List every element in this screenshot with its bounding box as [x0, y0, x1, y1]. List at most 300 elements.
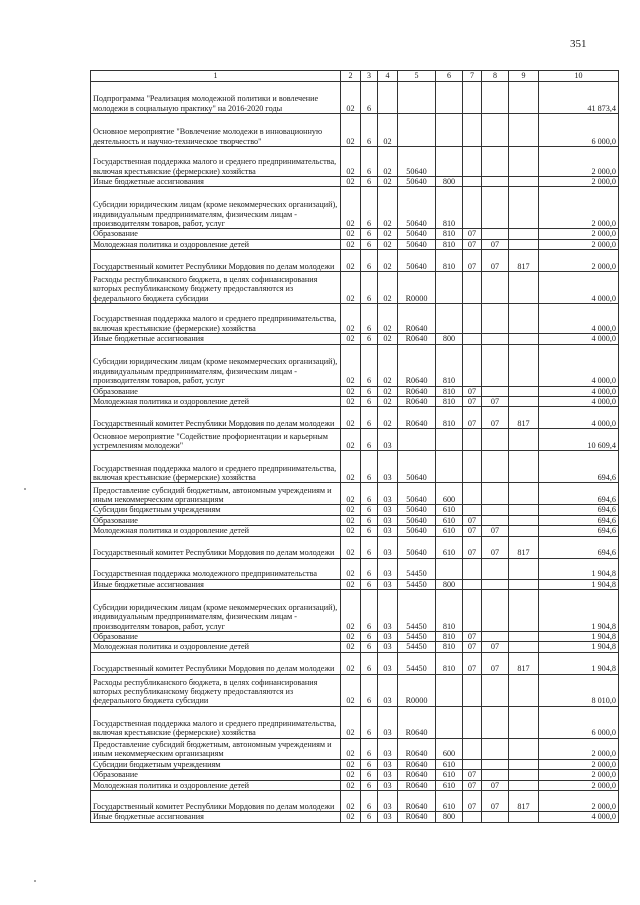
- row-name: Основное мероприятие "Содействие профориентации и карьерным устремлениям молодежи": [91, 429, 341, 451]
- cell-col-8: [482, 632, 509, 642]
- cell-col-7: 07: [463, 536, 482, 558]
- cell-col-5: R0640: [398, 780, 436, 790]
- cell-col-2: 02: [341, 451, 361, 483]
- cell-col-8: [482, 229, 509, 239]
- cell-col-7: [463, 334, 482, 344]
- cell-col-5: 50640: [398, 177, 436, 187]
- cell-col-7: [463, 483, 482, 505]
- cell-col-5: 54450: [398, 632, 436, 642]
- row-name: Государственная поддержка малого и среднего предпринимательства, включая крестьянские (фермерские) хозяйства: [91, 304, 341, 334]
- cell-col-2: 02: [341, 579, 361, 589]
- cell-col-3: 6: [361, 770, 378, 780]
- cell-col-2: 02: [341, 177, 361, 187]
- cell-col-8: [482, 515, 509, 525]
- cell-col-4: 02: [378, 272, 398, 304]
- header-col-3: 3: [361, 71, 378, 82]
- cell-col-7: 07: [463, 642, 482, 652]
- cell-col-6: 810: [436, 250, 463, 272]
- cell-col-7: 07: [463, 791, 482, 812]
- cell-col-9: [509, 304, 539, 334]
- table-row: [91, 579, 619, 589]
- row-name: Иные бюджетные ассигнования: [91, 177, 341, 187]
- cell-col-2: 02: [341, 187, 361, 229]
- cell-col-9: [509, 483, 539, 505]
- row-amount: 694,6: [539, 526, 619, 536]
- cell-col-6: [436, 147, 463, 177]
- cell-col-9: [509, 114, 539, 147]
- cell-col-8: [482, 187, 509, 229]
- table-row: [91, 386, 619, 396]
- cell-col-2: 02: [341, 791, 361, 812]
- row-name: Молодежная политика и оздоровление детей: [91, 780, 341, 790]
- cell-col-8: [482, 147, 509, 177]
- cell-col-8: 07: [482, 791, 509, 812]
- row-name: Предоставление субсидий бюджетным, автономным учреждениям и иным некоммерческим организациям: [91, 483, 341, 505]
- row-name: Государственный комитет Республики Мордовия по делам молодежи: [91, 536, 341, 558]
- cell-col-5: 50640: [398, 505, 436, 515]
- cell-col-4: 03: [378, 483, 398, 505]
- cell-col-3: 6: [361, 674, 378, 706]
- row-amount: 4 000,0: [539, 272, 619, 304]
- cell-col-8: [482, 304, 509, 334]
- row-amount: 2 000,0: [539, 187, 619, 229]
- table-row: [91, 397, 619, 407]
- cell-col-6: 800: [436, 579, 463, 589]
- cell-col-8: [482, 579, 509, 589]
- cell-col-6: [436, 558, 463, 579]
- cell-col-9: [509, 558, 539, 579]
- cell-col-4: 03: [378, 579, 398, 589]
- cell-col-5: 50640: [398, 526, 436, 536]
- table-row: [91, 187, 619, 229]
- cell-col-9: [509, 239, 539, 249]
- cell-col-2: 02: [341, 536, 361, 558]
- table-row: [91, 515, 619, 525]
- cell-col-9: [509, 229, 539, 239]
- cell-col-7: [463, 429, 482, 451]
- cell-col-6: 810: [436, 344, 463, 386]
- row-amount: 2 000,0: [539, 759, 619, 769]
- cell-col-3: 6: [361, 272, 378, 304]
- header-row: [91, 71, 619, 82]
- cell-col-3: 6: [361, 632, 378, 642]
- cell-col-4: 03: [378, 770, 398, 780]
- row-name: Иные бюджетные ассигнования: [91, 579, 341, 589]
- cell-col-3: 6: [361, 526, 378, 536]
- row-amount: 4 000,0: [539, 304, 619, 334]
- row-amount: 2 000,0: [539, 177, 619, 187]
- cell-col-2: 02: [341, 334, 361, 344]
- row-name: Иные бюджетные ассигнования: [91, 334, 341, 344]
- cell-col-6: [436, 272, 463, 304]
- cell-col-5: R0640: [398, 791, 436, 812]
- cell-col-3: 6: [361, 304, 378, 334]
- row-amount: 2 000,0: [539, 791, 619, 812]
- cell-col-9: [509, 451, 539, 483]
- cell-col-5: 50640: [398, 147, 436, 177]
- cell-col-3: 6: [361, 505, 378, 515]
- cell-col-8: 07: [482, 780, 509, 790]
- row-amount: 1 904,8: [539, 579, 619, 589]
- row-amount: 8 010,0: [539, 674, 619, 706]
- cell-col-5: R0000: [398, 272, 436, 304]
- cell-col-6: 800: [436, 177, 463, 187]
- cell-col-9: [509, 579, 539, 589]
- cell-col-4: 02: [378, 147, 398, 177]
- cell-col-5: 54450: [398, 590, 436, 632]
- cell-col-7: [463, 114, 482, 147]
- cell-col-4: 03: [378, 812, 398, 822]
- cell-col-9: [509, 590, 539, 632]
- cell-col-7: 07: [463, 397, 482, 407]
- cell-col-9: 817: [509, 250, 539, 272]
- row-name: Основное мероприятие "Вовлечение молодежи в инновационную деятельность и научно-техническое творчество": [91, 114, 341, 147]
- row-name: Молодежная политика и оздоровление детей: [91, 239, 341, 249]
- cell-col-2: 02: [341, 397, 361, 407]
- cell-col-2: 02: [341, 147, 361, 177]
- row-name: Государственная поддержка малого и среднего предпринимательства, включая крестьянские (фермерские) хозяйства: [91, 451, 341, 483]
- cell-col-5: R0640: [398, 770, 436, 780]
- cell-col-8: 07: [482, 536, 509, 558]
- cell-col-3: 6: [361, 250, 378, 272]
- cell-col-2: 02: [341, 483, 361, 505]
- row-name: Субсидии бюджетным учреждениям: [91, 759, 341, 769]
- cell-col-8: [482, 738, 509, 759]
- row-name: Образование: [91, 632, 341, 642]
- cell-col-7: 07: [463, 386, 482, 396]
- cell-col-7: [463, 187, 482, 229]
- table-row: [91, 334, 619, 344]
- cell-col-6: 610: [436, 526, 463, 536]
- cell-col-6: 810: [436, 407, 463, 429]
- header-col-6: 6: [436, 71, 463, 82]
- cell-col-2: 02: [341, 652, 361, 674]
- cell-col-4: 03: [378, 652, 398, 674]
- row-amount: 2 000,0: [539, 229, 619, 239]
- cell-col-8: 07: [482, 239, 509, 249]
- cell-col-4: 02: [378, 407, 398, 429]
- table-row: [91, 652, 619, 674]
- row-name: Субсидии юридическим лицам (кроме некоммерческих организаций), индивидуальным предпринимателям, физическим лицам - производителям товаров, работ, услуг: [91, 187, 341, 229]
- cell-col-3: 6: [361, 558, 378, 579]
- table-row: [91, 558, 619, 579]
- cell-col-9: 817: [509, 407, 539, 429]
- table-row: [91, 344, 619, 386]
- row-amount: 1 904,8: [539, 558, 619, 579]
- cell-col-9: [509, 759, 539, 769]
- cell-col-2: 02: [341, 344, 361, 386]
- cell-col-4: [378, 82, 398, 114]
- cell-col-5: 50640: [398, 483, 436, 505]
- row-amount: 694,6: [539, 505, 619, 515]
- cell-col-8: 07: [482, 642, 509, 652]
- cell-col-4: 03: [378, 515, 398, 525]
- header-col-10: 10: [539, 71, 619, 82]
- cell-col-4: 03: [378, 451, 398, 483]
- cell-col-3: 6: [361, 791, 378, 812]
- row-amount: 41 873,4: [539, 82, 619, 114]
- cell-col-9: [509, 770, 539, 780]
- cell-col-4: 03: [378, 632, 398, 642]
- row-name: Государственная поддержка молодежного предпринимательства: [91, 558, 341, 579]
- cell-col-2: 02: [341, 272, 361, 304]
- cell-col-8: [482, 82, 509, 114]
- cell-col-9: [509, 334, 539, 344]
- cell-col-3: 6: [361, 177, 378, 187]
- cell-col-4: 03: [378, 505, 398, 515]
- cell-col-5: R0640: [398, 407, 436, 429]
- table-row: [91, 674, 619, 706]
- cell-col-5: R0640: [398, 706, 436, 738]
- cell-col-9: [509, 82, 539, 114]
- cell-col-4: 03: [378, 536, 398, 558]
- cell-col-4: 02: [378, 250, 398, 272]
- table-row: [91, 483, 619, 505]
- cell-col-6: 810: [436, 386, 463, 396]
- row-amount: 694,6: [539, 483, 619, 505]
- cell-col-6: 810: [436, 239, 463, 249]
- table-row: [91, 526, 619, 536]
- cell-col-4: 03: [378, 791, 398, 812]
- cell-col-7: 07: [463, 229, 482, 239]
- row-name: Расходы республиканского бюджета, в целях софинансирования которых республиканскому бюджету предоставляются из федерального бюджета субсидии: [91, 272, 341, 304]
- cell-col-6: 810: [436, 632, 463, 642]
- table-row: [91, 177, 619, 187]
- cell-col-8: 07: [482, 397, 509, 407]
- cell-col-7: [463, 674, 482, 706]
- cell-col-3: 6: [361, 397, 378, 407]
- cell-col-2: 02: [341, 386, 361, 396]
- cell-col-7: [463, 147, 482, 177]
- cell-col-3: 6: [361, 642, 378, 652]
- scan-speck: [24, 488, 26, 490]
- cell-col-8: [482, 483, 509, 505]
- cell-col-6: 610: [436, 515, 463, 525]
- cell-col-5: 50640: [398, 187, 436, 229]
- table-row: [91, 536, 619, 558]
- row-amount: 694,6: [539, 515, 619, 525]
- cell-col-7: 07: [463, 652, 482, 674]
- cell-col-9: [509, 812, 539, 822]
- row-amount: 694,6: [539, 536, 619, 558]
- header-col-7: 7: [463, 71, 482, 82]
- scan-speck: [34, 880, 36, 882]
- cell-col-4: 02: [378, 397, 398, 407]
- cell-col-9: [509, 706, 539, 738]
- row-amount: 2 000,0: [539, 738, 619, 759]
- cell-col-9: 817: [509, 536, 539, 558]
- cell-col-3: 6: [361, 407, 378, 429]
- cell-col-7: [463, 177, 482, 187]
- cell-col-3: 6: [361, 187, 378, 229]
- cell-col-5: R0640: [398, 344, 436, 386]
- cell-col-6: 800: [436, 334, 463, 344]
- row-name: Образование: [91, 386, 341, 396]
- cell-col-9: [509, 526, 539, 536]
- cell-col-3: 6: [361, 536, 378, 558]
- cell-col-3: 6: [361, 334, 378, 344]
- cell-col-3: 6: [361, 386, 378, 396]
- cell-col-8: 07: [482, 250, 509, 272]
- cell-col-9: [509, 272, 539, 304]
- cell-col-9: [509, 187, 539, 229]
- cell-col-5: 50640: [398, 515, 436, 525]
- cell-col-9: [509, 505, 539, 515]
- header-col-5: 5: [398, 71, 436, 82]
- table-row: [91, 82, 619, 114]
- cell-col-6: 610: [436, 791, 463, 812]
- row-amount: 1 904,8: [539, 642, 619, 652]
- cell-col-4: 03: [378, 526, 398, 536]
- cell-col-6: [436, 429, 463, 451]
- cell-col-6: 610: [436, 770, 463, 780]
- table-row: [91, 229, 619, 239]
- cell-col-3: 6: [361, 344, 378, 386]
- cell-col-5: [398, 82, 436, 114]
- cell-col-5: R0640: [398, 759, 436, 769]
- cell-col-2: 02: [341, 632, 361, 642]
- cell-col-4: 03: [378, 429, 398, 451]
- cell-col-6: [436, 304, 463, 334]
- cell-col-5: R0640: [398, 812, 436, 822]
- cell-col-2: 02: [341, 407, 361, 429]
- cell-col-9: [509, 642, 539, 652]
- cell-col-4: 02: [378, 334, 398, 344]
- cell-col-4: 03: [378, 590, 398, 632]
- cell-col-9: [509, 632, 539, 642]
- cell-col-2: 02: [341, 82, 361, 114]
- cell-col-3: 6: [361, 759, 378, 769]
- row-amount: 4 000,0: [539, 344, 619, 386]
- row-name: Иные бюджетные ассигнования: [91, 812, 341, 822]
- cell-col-4: 02: [378, 304, 398, 334]
- cell-col-8: [482, 590, 509, 632]
- cell-col-9: [509, 386, 539, 396]
- table-row: [91, 429, 619, 451]
- row-name: Государственный комитет Республики Мордовия по делам молодежи: [91, 407, 341, 429]
- cell-col-5: 50640: [398, 451, 436, 483]
- cell-col-8: [482, 451, 509, 483]
- cell-col-7: 07: [463, 250, 482, 272]
- row-amount: 4 000,0: [539, 407, 619, 429]
- cell-col-7: [463, 558, 482, 579]
- cell-col-6: 610: [436, 759, 463, 769]
- cell-col-8: [482, 812, 509, 822]
- cell-col-8: [482, 505, 509, 515]
- cell-col-3: 6: [361, 239, 378, 249]
- row-name: Субсидии юридическим лицам (кроме некоммерческих организаций), индивидуальным предпринимателям, физическим лицам - производителям товаров, работ, услуг: [91, 344, 341, 386]
- cell-col-8: [482, 177, 509, 187]
- row-amount: 4 000,0: [539, 386, 619, 396]
- cell-col-6: [436, 114, 463, 147]
- cell-col-9: [509, 344, 539, 386]
- cell-col-7: 07: [463, 407, 482, 429]
- row-name: Государственный комитет Республики Мордовия по делам молодежи: [91, 250, 341, 272]
- table-row: [91, 505, 619, 515]
- cell-col-2: 02: [341, 706, 361, 738]
- cell-col-3: 6: [361, 652, 378, 674]
- cell-col-4: 03: [378, 642, 398, 652]
- table-row: [91, 250, 619, 272]
- cell-col-5: 54450: [398, 558, 436, 579]
- cell-col-5: R0640: [398, 397, 436, 407]
- table-row: [91, 770, 619, 780]
- cell-col-9: [509, 738, 539, 759]
- cell-col-9: [509, 177, 539, 187]
- row-amount: 6 000,0: [539, 114, 619, 147]
- row-amount: 4 000,0: [539, 334, 619, 344]
- cell-col-8: [482, 706, 509, 738]
- cell-col-7: [463, 706, 482, 738]
- header-col-1: 1: [91, 71, 341, 82]
- cell-col-4: 02: [378, 239, 398, 249]
- cell-col-4: 03: [378, 706, 398, 738]
- table-row: [91, 114, 619, 147]
- row-name: Предоставление субсидий бюджетным, автономным учреждениям и иным некоммерческим организациям: [91, 738, 341, 759]
- cell-col-8: [482, 558, 509, 579]
- header-col-9: 9: [509, 71, 539, 82]
- cell-col-3: 6: [361, 147, 378, 177]
- cell-col-4: 03: [378, 759, 398, 769]
- cell-col-2: 02: [341, 304, 361, 334]
- row-amount: 1 904,8: [539, 590, 619, 632]
- cell-col-7: [463, 590, 482, 632]
- row-amount: 10 609,4: [539, 429, 619, 451]
- row-amount: 4 000,0: [539, 397, 619, 407]
- cell-col-6: [436, 82, 463, 114]
- header-col-2: 2: [341, 71, 361, 82]
- table-row: [91, 590, 619, 632]
- cell-col-3: 6: [361, 590, 378, 632]
- table-row: [91, 812, 619, 822]
- cell-col-4: 03: [378, 738, 398, 759]
- table-row: [91, 451, 619, 483]
- cell-col-7: [463, 344, 482, 386]
- cell-col-5: [398, 114, 436, 147]
- cell-col-8: [482, 114, 509, 147]
- cell-col-3: 6: [361, 780, 378, 790]
- row-name: Образование: [91, 770, 341, 780]
- cell-col-4: 02: [378, 386, 398, 396]
- cell-col-3: 6: [361, 706, 378, 738]
- row-amount: 694,6: [539, 451, 619, 483]
- table-row: [91, 304, 619, 334]
- cell-col-2: 02: [341, 114, 361, 147]
- cell-col-6: 610: [436, 780, 463, 790]
- cell-col-3: 6: [361, 483, 378, 505]
- row-name: Государственная поддержка малого и среднего предпринимательства, включая крестьянские (фермерские) хозяйства: [91, 147, 341, 177]
- cell-col-2: 02: [341, 780, 361, 790]
- row-name: Государственная поддержка малого и среднего предпринимательства, включая крестьянские (фермерские) хозяйства: [91, 706, 341, 738]
- cell-col-8: 07: [482, 526, 509, 536]
- cell-col-6: 610: [436, 505, 463, 515]
- cell-col-2: 02: [341, 642, 361, 652]
- row-amount: 4 000,0: [539, 812, 619, 822]
- cell-col-5: 50640: [398, 536, 436, 558]
- page-number: 351: [570, 38, 587, 50]
- cell-col-7: 07: [463, 780, 482, 790]
- cell-col-2: 02: [341, 429, 361, 451]
- table-row: [91, 791, 619, 812]
- cell-col-5: [398, 429, 436, 451]
- cell-col-9: [509, 429, 539, 451]
- row-name: Субсидии юридическим лицам (кроме некоммерческих организаций), индивидуальным предпринимателям, физическим лицам - производителям товаров, работ, услуг: [91, 590, 341, 632]
- cell-col-2: 02: [341, 738, 361, 759]
- table-row: [91, 759, 619, 769]
- cell-col-2: 02: [341, 674, 361, 706]
- row-name: Расходы республиканского бюджета, в целях софинансирования которых республиканскому бюджету предоставляются из федерального бюджета субсидии: [91, 674, 341, 706]
- cell-col-7: [463, 304, 482, 334]
